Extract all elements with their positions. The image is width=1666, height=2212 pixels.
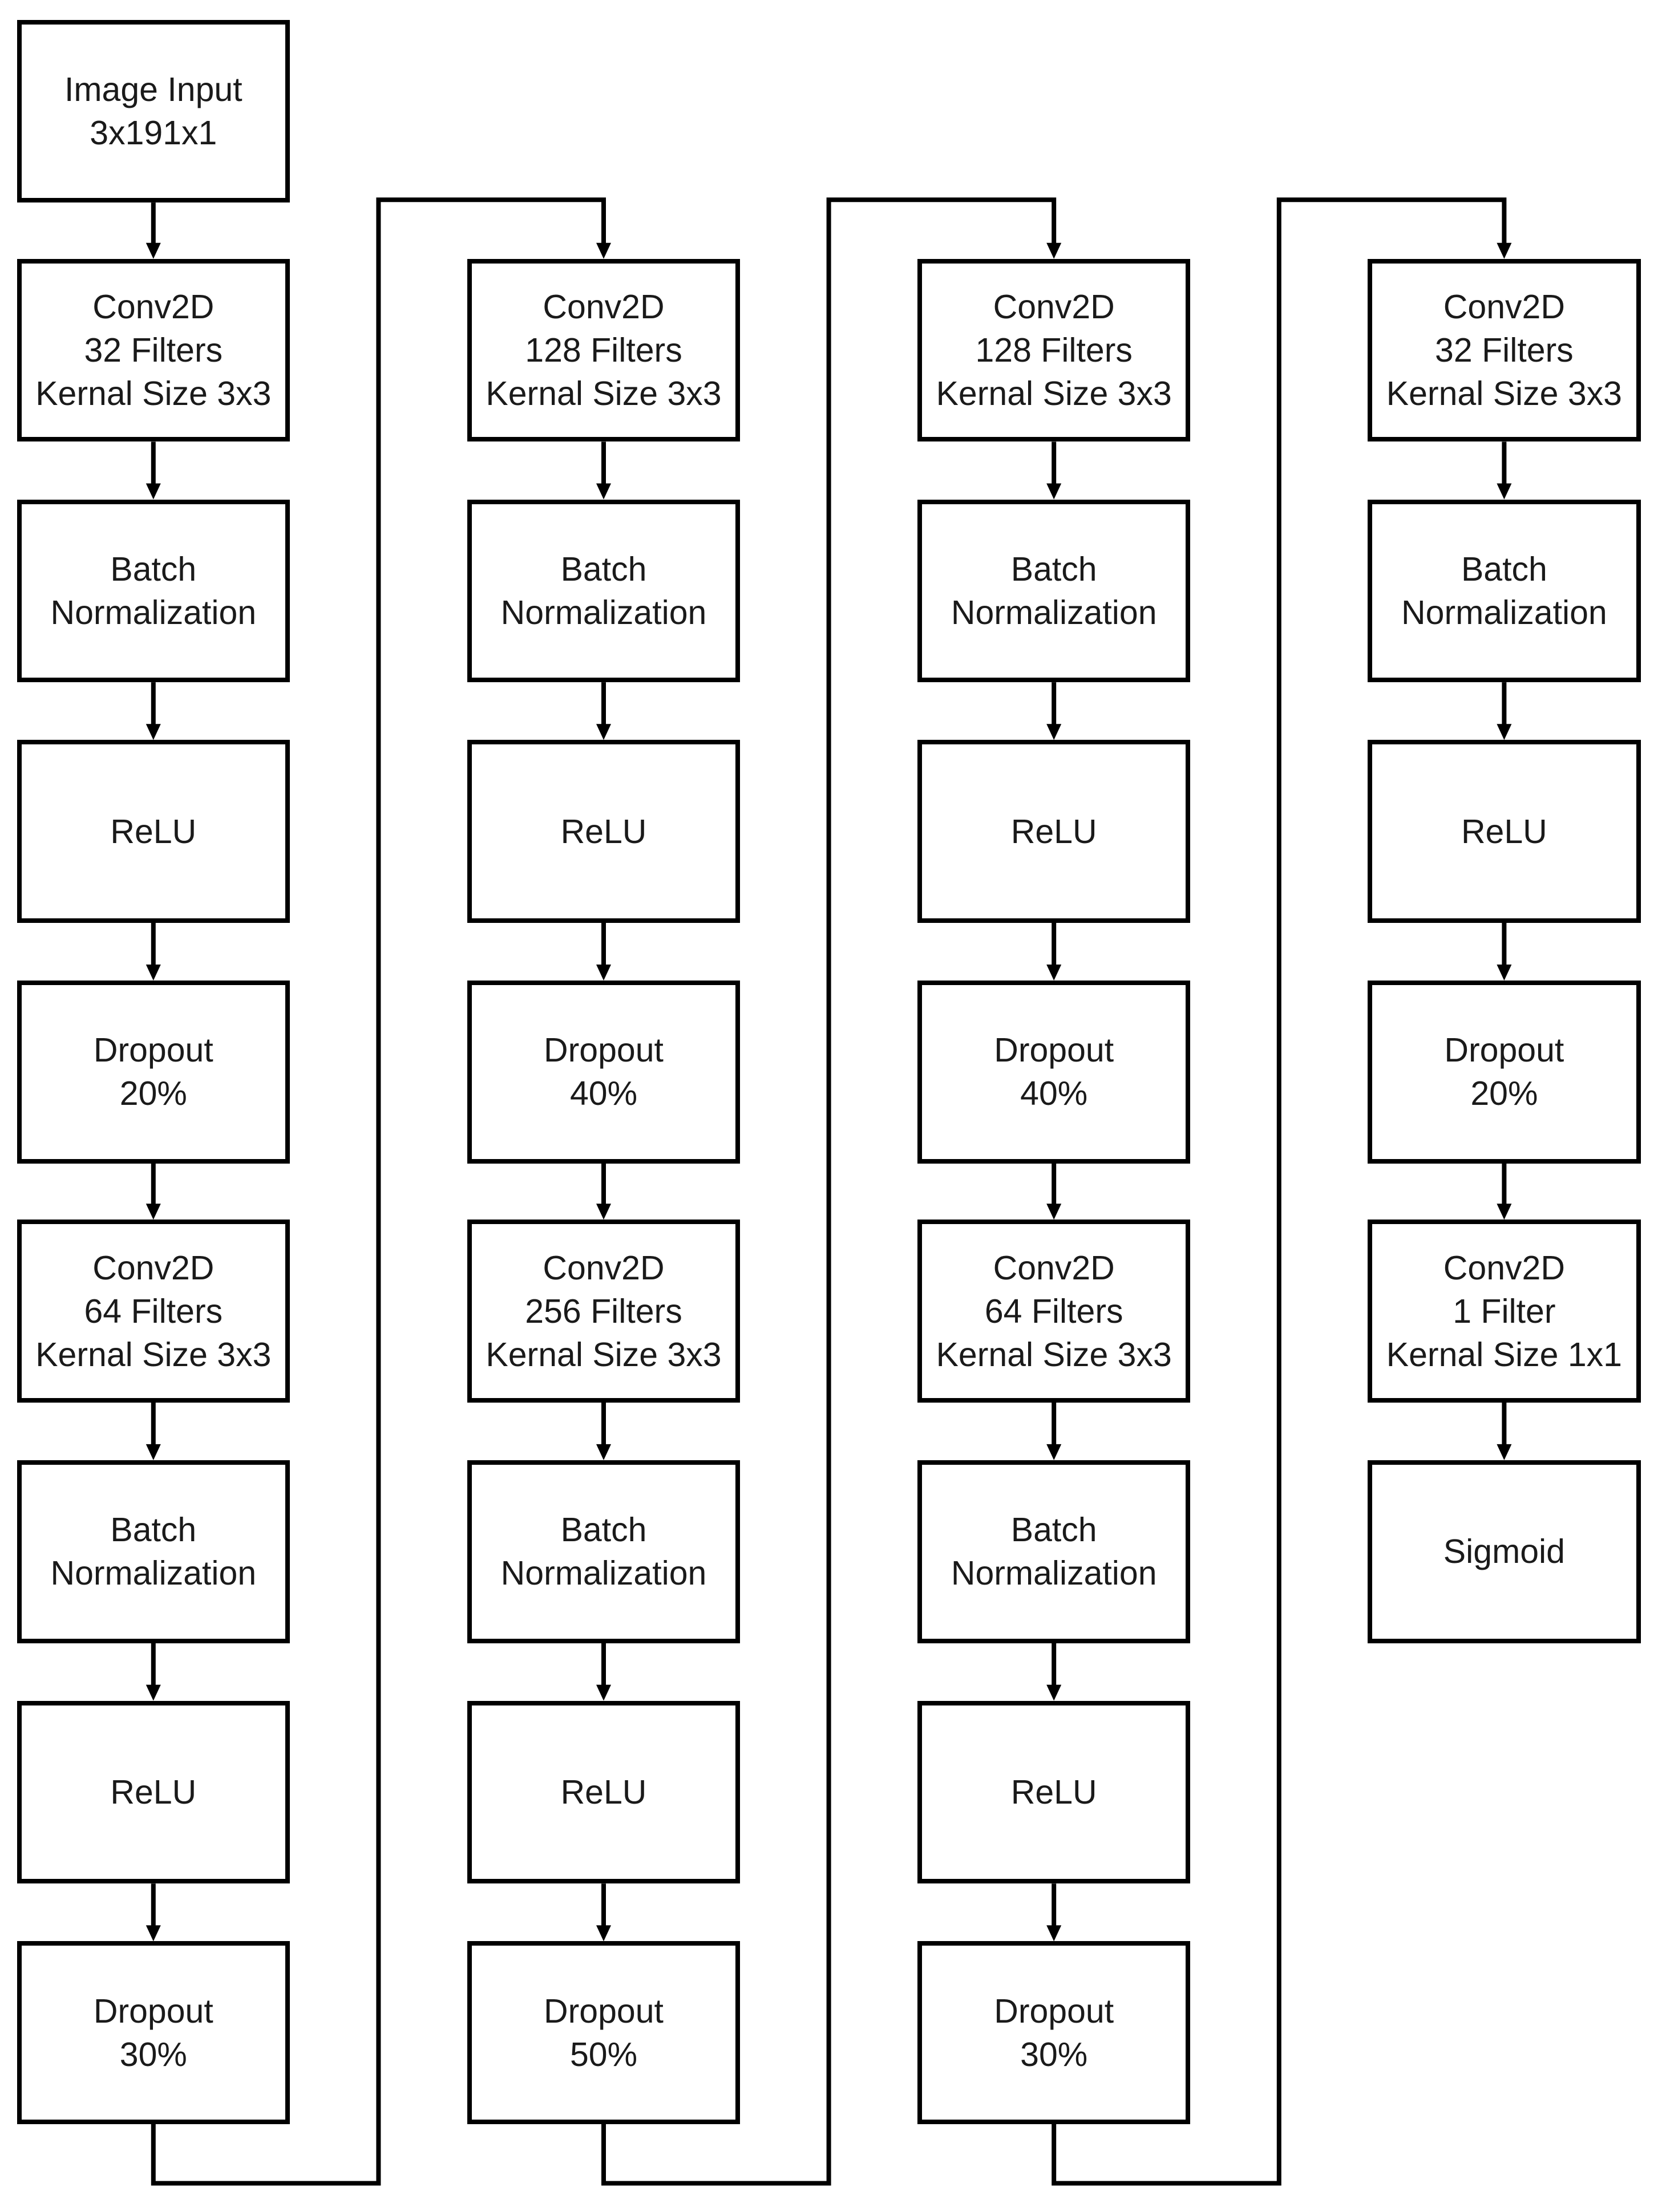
node-label-line: Kernal Size 1x1 [1386, 1335, 1622, 1374]
node-label-line: 64 Filters [984, 1292, 1123, 1330]
node-c1n4 [17, 740, 290, 923]
column-connector [1054, 200, 1504, 2183]
node-c3n3 [917, 740, 1190, 923]
node-c1n8 [17, 1701, 290, 1884]
arrowhead [1046, 724, 1061, 740]
node-c2n1 [467, 259, 740, 442]
arrowhead [1497, 1204, 1511, 1220]
node-label-line: ReLU [1010, 1773, 1097, 1811]
node-label-line: 256 Filters [525, 1292, 682, 1330]
node-label-line: 32 Filters [1435, 331, 1574, 370]
node-c3n6 [917, 1460, 1190, 1643]
node-c3n2 [917, 500, 1190, 683]
node-c1n7 [17, 1460, 290, 1643]
node-label-line: Conv2D [1443, 288, 1565, 326]
node-label-line: ReLU [560, 1773, 647, 1811]
node-label-line: Conv2D [993, 288, 1115, 326]
node-c2n3 [467, 740, 740, 923]
node-c2n4 [467, 981, 740, 1164]
arrowhead [596, 484, 611, 500]
node-label-line: 64 Filters [84, 1292, 223, 1330]
node-label-line: Batch [1010, 1511, 1097, 1549]
arrowhead [596, 1204, 611, 1220]
node-label-line: Normalization [1401, 593, 1607, 631]
arrowhead [596, 1444, 611, 1460]
node-label-line: Kernal Size 3x3 [35, 375, 272, 413]
node-c2n8 [467, 1941, 740, 2124]
arrowhead [596, 965, 611, 981]
node-label-line: Dropout [93, 1992, 213, 2030]
node-label-line: Conv2D [993, 1249, 1115, 1287]
arrowhead [146, 1925, 161, 1941]
node-label-line: ReLU [110, 1773, 197, 1811]
node-label-line: Conv2D [543, 1249, 665, 1287]
node-c2n7 [467, 1701, 740, 1884]
arrowhead [596, 724, 611, 740]
arrowhead [146, 484, 161, 500]
node-label-line: Dropout [994, 1031, 1114, 1069]
node-c2n5 [467, 1220, 740, 1403]
node-c1n9 [17, 1941, 290, 2124]
arrowhead [1046, 243, 1061, 259]
node-label-line: Normalization [500, 593, 707, 631]
node-label-line: Dropout [93, 1031, 213, 1069]
node-label-line: 20% [119, 1075, 187, 1113]
node-c1n1 [17, 20, 290, 203]
node-label-line: 30% [119, 2035, 187, 2073]
arrowhead [596, 1685, 611, 1701]
node-label-line: Normalization [951, 593, 1157, 631]
arrowhead [1497, 724, 1511, 740]
column-connector [604, 200, 1054, 2183]
node-label-line: Batch [1010, 550, 1097, 588]
node-c3n4 [917, 981, 1190, 1164]
node-label-line: Kernal Size 3x3 [486, 1335, 722, 1374]
arrowhead [1497, 484, 1511, 500]
node-c1n5 [17, 981, 290, 1164]
node-label-line: Conv2D [92, 1249, 215, 1287]
node-label-line: Normalization [951, 1554, 1157, 1593]
node-label-line: 32 Filters [84, 331, 223, 370]
node-label-line: Image Input [64, 70, 242, 108]
node-label-line: 1 Filter [1453, 1292, 1556, 1330]
node-label-line: Dropout [544, 1031, 664, 1069]
arrowhead [596, 243, 611, 259]
node-label-line: Conv2D [543, 288, 665, 326]
node-c4n5 [1368, 1220, 1640, 1403]
node-label-line: Kernal Size 3x3 [936, 375, 1172, 413]
node-label-line: Normalization [500, 1554, 707, 1593]
node-label-line: Conv2D [92, 288, 215, 326]
node-label-line: Kernal Size 3x3 [936, 1335, 1172, 1374]
node-c1n6 [17, 1220, 290, 1403]
node-label-line: ReLU [1010, 812, 1097, 850]
node-label-line: Dropout [1444, 1031, 1564, 1069]
node-c4n1 [1368, 259, 1640, 442]
arrowhead [146, 724, 161, 740]
arrowhead [146, 1444, 161, 1460]
node-label-line: Batch [110, 1511, 197, 1549]
node-label-line: Normalization [50, 593, 257, 631]
arrowhead [146, 1685, 161, 1701]
node-label-line: ReLU [110, 812, 197, 850]
node-label-line: 20% [1470, 1075, 1538, 1113]
arrowhead [146, 1204, 161, 1220]
node-label-line: Sigmoid [1443, 1533, 1565, 1571]
node-label-line: Batch [1461, 550, 1547, 588]
arrowhead [1046, 484, 1061, 500]
node-c2n6 [467, 1460, 740, 1643]
node-label-line: 50% [569, 2035, 638, 2073]
arrowhead [1046, 965, 1061, 981]
node-c2n2 [467, 500, 740, 683]
column-connector [153, 200, 604, 2183]
node-label-line: 40% [569, 1075, 638, 1113]
arrowhead [1497, 243, 1511, 259]
node-label-line: 40% [1020, 1075, 1088, 1113]
node-c4n2 [1368, 500, 1640, 683]
node-label-line: Kernal Size 3x3 [1386, 375, 1622, 413]
node-label-line: Batch [110, 550, 197, 588]
arrowhead [1497, 1444, 1511, 1460]
arrowhead [1046, 1444, 1061, 1460]
arrowhead [1046, 1925, 1061, 1941]
node-label-line: Dropout [994, 1992, 1114, 2030]
node-label-line: Batch [560, 550, 647, 588]
node-c1n3 [17, 500, 290, 683]
node-c3n1 [917, 259, 1190, 442]
arrowhead [1046, 1685, 1061, 1701]
node-label-line: Kernal Size 3x3 [35, 1335, 272, 1374]
node-c3n5 [917, 1220, 1190, 1403]
node-label-line: 128 Filters [975, 331, 1133, 370]
node-label-line: Batch [560, 1511, 647, 1549]
arrowhead [146, 965, 161, 981]
arrowhead [596, 1925, 611, 1941]
node-label-line: 30% [1020, 2035, 1088, 2073]
node-label-line: 3x191x1 [90, 114, 217, 152]
node-label-line: Normalization [50, 1554, 257, 1593]
node-label-line: Dropout [544, 1992, 664, 2030]
arrowhead [146, 243, 161, 259]
node-c1n2 [17, 259, 290, 442]
arrowhead [1046, 1204, 1061, 1220]
node-c3n8 [917, 1941, 1190, 2124]
node-c4n4 [1368, 981, 1640, 1164]
node-label-line: Conv2D [1443, 1249, 1565, 1287]
node-label-line: Kernal Size 3x3 [486, 375, 722, 413]
node-c4n3 [1368, 740, 1640, 923]
node-label-line: 128 Filters [525, 331, 682, 370]
node-c3n7 [917, 1701, 1190, 1884]
node-label-line: ReLU [1461, 812, 1547, 850]
arrowhead [1497, 965, 1511, 981]
node-label-line: ReLU [560, 812, 647, 850]
node-c4n6 [1368, 1460, 1640, 1643]
